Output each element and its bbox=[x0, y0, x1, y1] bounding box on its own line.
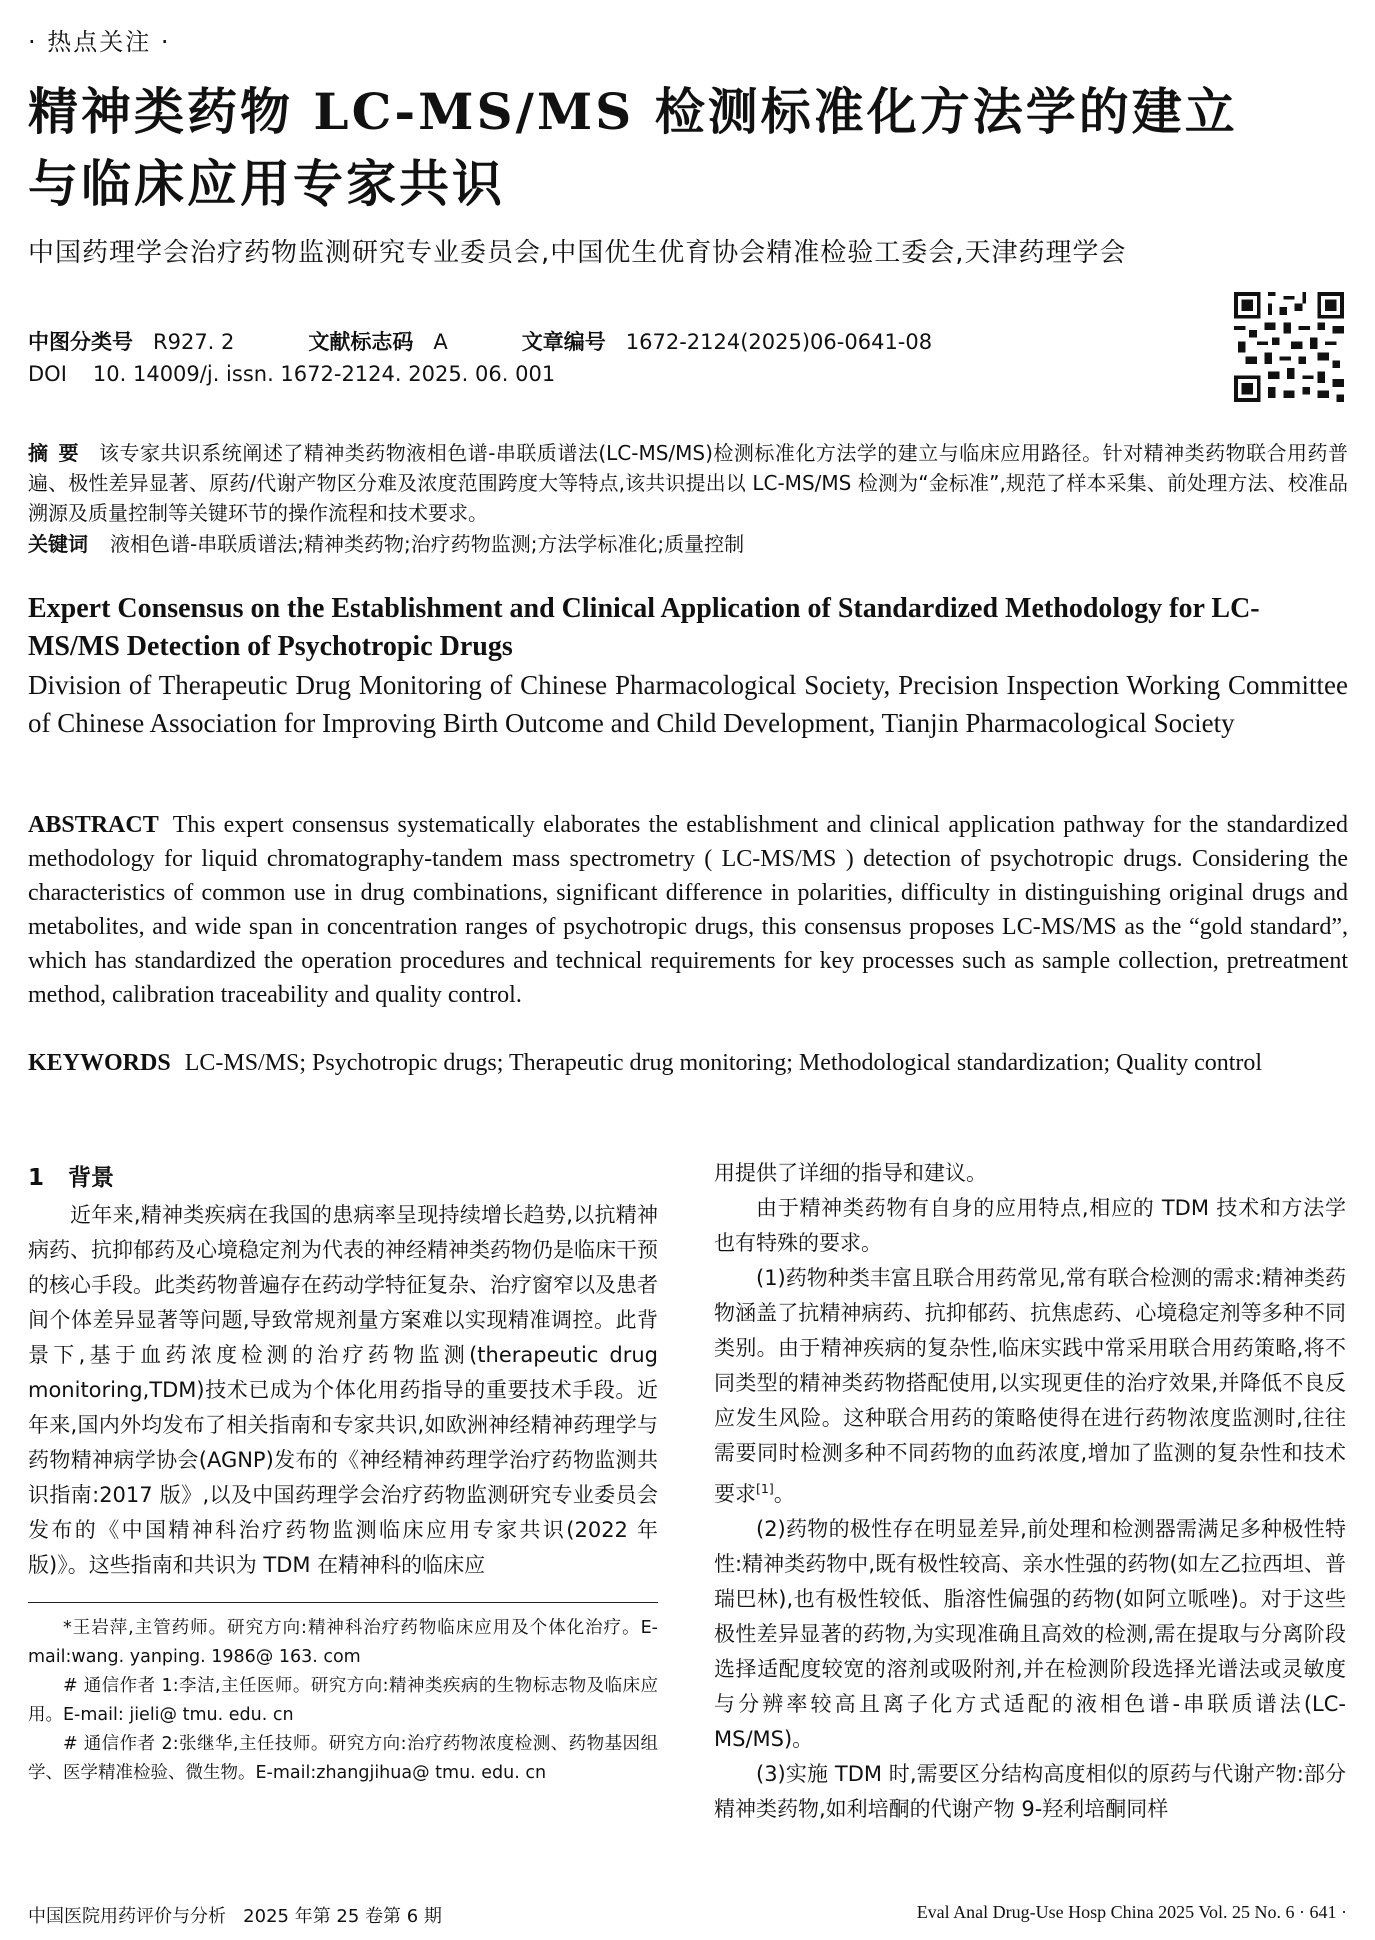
abstract-en-text: This expert consensus systematically elaborates the establishment and clinical application pathway for the standardized methodology for liquid chromatography-tandem mass spectrometry ( LC-MS/MS ) detection of psychotropic drugs. Considering the characteristics of common use in drug combinations, significant difference in polarities, difficulty in distinguishing original drugs and metabolites, and wide span in concentration ranges of psychotropic drugs, this consensus proposes LC-MS/MS as the “gold standard”, which has standardized the operation procedures and technical requirements for key processes such as sample collection, pretreatment method, calibration traceability and quality control. bbox=[28, 812, 1348, 1008]
section-1-number: 1 bbox=[28, 1165, 45, 1191]
paragraph-metabolites: (3)实施 TDM 时,需要区分结构高度相似的原药与代谢产物:部分精神类药物,如利培酮的代谢产物 9-羟利培酮同样 bbox=[714, 1762, 1346, 1821]
qr-code-icon[interactable] bbox=[1234, 292, 1344, 402]
paragraph-combination-end: 。 bbox=[773, 1482, 795, 1506]
clc-label: 中图分类号 bbox=[28, 330, 133, 354]
authors-en: Division of Therapeutic Drug Monitoring of Chinese Pharmacological Society, Precision Inspection Working Committee of Chinese Association for Improving Birth Outcome and Child Development, Tianjin Pharmacological Society bbox=[28, 670, 1348, 738]
keywords-cn-text: 液相色谱-串联质谱法;精神类药物;治疗药物监测;方法学标准化;质量控制 bbox=[110, 532, 745, 556]
section-tag: · 热点关注 · bbox=[28, 28, 171, 56]
paragraph-tdm-requirements: 由于精神类药物有自身的应用特点,相应的 TDM 技术和方法学也有特殊的要求。 bbox=[714, 1196, 1346, 1255]
classification-row bbox=[28, 326, 932, 356]
keywords-en-text: LC-MS/MS; Psychotropic drugs; Therapeutic drug monitoring; Methodological standardization; Quality control bbox=[184, 1050, 1263, 1076]
article-title-cn bbox=[28, 76, 1348, 220]
paragraph-polarity: (2)药物的极性存在明显差异,前处理和检测器需满足多种极性特性:精神类药物中,既有极性较高、亲水性强的药物(如左乙拉西坦、普瑞巴林),也有极性较低、脂溶性偏强的药物(如阿立哌唑)。对于这些极性差异显著的药物,为实现准确且高效的检测,需在提取与分离阶段选择适配度较宽的溶剂或吸附剂,并在检测阶段选择光谱法或灵敏度与分辨率较高且离子化方式适配的液相色谱-串联质谱法(LC-MS/MS)。 bbox=[714, 1517, 1346, 1751]
title-cn-line1: 精神类药物 LC-MS/MS 检测标准化方法学的建立 bbox=[28, 82, 1238, 141]
doi-row bbox=[28, 362, 555, 386]
abstract-cn-label: 摘要 bbox=[28, 441, 89, 465]
journal-footer-cn: 中国医院用药评价与分析 2025 年第 25 卷第 6 期 bbox=[28, 1906, 442, 1927]
doi-label: DOI bbox=[28, 362, 67, 386]
abstract-en-label: ABSTRACT bbox=[28, 812, 159, 838]
footnote-corresponding-1: # 通信作者 1:李洁,主任医师。研究方向:精神类疾病的生物标志物及临床应用。E-mail: jieli@ tmu. edu. cn bbox=[28, 1676, 658, 1725]
abstract-cn-text: 该专家共识系统阐述了精神类药物液相色谱-串联质谱法(LC-MS/MS)检测标准化方法学的建立与临床应用路径。针对精神类药物联合用药普遍、极性差异显著、原药/代谢产物区分难及浓度范围跨度大等特点,该共识提出以 LC-MS/MS 检测为“金标准”,规范了样本采集、前处理方法、校准品溯源及质量控制等关键环节的操作流程和技术要求。 bbox=[28, 441, 1349, 525]
section-1-title: 背景 bbox=[68, 1165, 115, 1191]
citation-ref-1[interactable]: [1] bbox=[756, 1481, 774, 1496]
abstract-en bbox=[28, 808, 1348, 1012]
keywords-cn bbox=[28, 528, 1348, 557]
doc-code-label: 文献标志码 bbox=[308, 330, 414, 354]
paragraph-continuation: 用提供了详细的指导和建议。 bbox=[714, 1161, 987, 1185]
abstract-cn bbox=[28, 438, 1348, 528]
article-no-label: 文章编号 bbox=[521, 330, 606, 354]
footnote-author: *王岩萍,主管药师。研究方向:精神科治疗药物临床应用及个体化治疗。E-mail:wang. yanping. 1986@ 163. com bbox=[28, 1618, 658, 1667]
section-1-heading bbox=[28, 1160, 658, 1196]
keywords-en bbox=[28, 1046, 1348, 1080]
section-1-paragraph: 近年来,精神类疾病在我国的患病率呈现持续增长趋势,以抗精神病药、抗抑郁药及心境稳定剂为代表的神经精神类药物仍是临床干预的核心手段。此类药物普遍存在药动学特征复杂、治疗窗窄以及患者间个体差异显著等问题,导致常规剂量方案难以实现精准调控。此背景下,基于血药浓度检测的治疗药物监测(therapeutic drug monitoring,TDM)技术已成为个体化用药指导的重要技术手段。近年来,国内外均发布了相关指南和专家共识,如欧洲神经精神药理学与药物精神病学协会(AGNP)发布的《神经精神药理学治疗药物监测共识指南:2017 版》,以及中国药理学会治疗药物监测研究专业委员会发布的《中国精神科治疗药物监测临床应用专家共识(2022 年版)》。这些指南和共识为 TDM 在精神科的临床应 bbox=[28, 1203, 658, 1577]
left-column bbox=[28, 1160, 658, 1583]
paragraph-combination-text: (1)药物种类丰富且联合用药常见,常有联合检测的需求:精神类药物涵盖了抗精神病药、抗抑郁药、抗焦虑药、心境稳定剂等多种不同类别。由于精神疾病的复杂性,临床实践中常采用联合用药策略,将不同类型的精神类药物搭配使用,以实现更佳的治疗效果,并降低不良反应发生风险。这种联合用药的策略使得在进行药物浓度监测时,往往需要同时检测多种不同药物的血药浓度,增加了监测的复杂性和技术要求 bbox=[714, 1266, 1346, 1506]
doi-value: 10. 14009/j. issn. 1672-2124. 2025. 06. 001 bbox=[92, 362, 556, 386]
journal-footer-en: Eval Anal Drug-Use Hosp China 2025 Vol. 25 No. 6 · 641 · bbox=[916, 1902, 1347, 1922]
article-no-value: 1672-2124(2025)06-0641-08 bbox=[625, 330, 933, 354]
keywords-en-label: KEYWORDS bbox=[28, 1050, 171, 1076]
authors-cn: 中国药理学会治疗药物监测研究专业委员会,中国优生优育协会精准检验工委会,天津药理学会 bbox=[28, 238, 1127, 268]
title-cn-line2: 与临床应用专家共识 bbox=[28, 154, 505, 213]
footnote-divider bbox=[28, 1602, 658, 1603]
right-column bbox=[714, 1156, 1346, 1827]
doc-code-value: A bbox=[433, 330, 448, 354]
article-title-en: Expert Consensus on the Establishment and Clinical Application of Standardized Methodology for LC-MS/MS Detection of Psychotropic Drugs bbox=[28, 593, 1260, 662]
footnotes bbox=[28, 1614, 658, 1788]
footnote-corresponding-2: # 通信作者 2:张继华,主任技师。研究方向:治疗药物浓度检测、药物基因组学、医学精准检验、微生物。E-mail:zhangjihua@ tmu. edu. cn bbox=[28, 1734, 658, 1783]
clc-value: R927. 2 bbox=[153, 330, 235, 354]
keywords-cn-label: 关键词 bbox=[28, 532, 88, 556]
paragraph-combination-drugs bbox=[714, 1261, 1346, 1512]
